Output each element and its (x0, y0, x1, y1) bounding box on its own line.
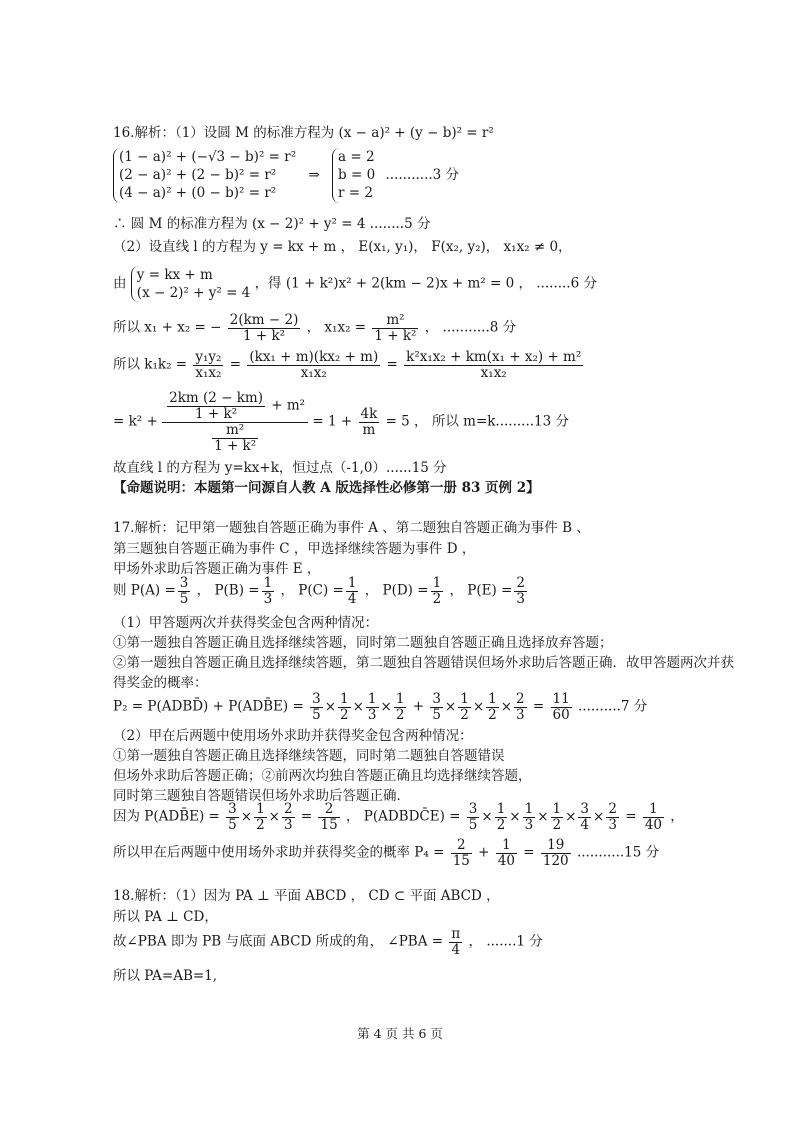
p16-line5-eq1: y = kx + m (136, 267, 213, 283)
p17-line2: 第三题独自答题正确为事件 C ，甲选择继续答题为事件 D ， (113, 541, 476, 557)
p16-line8-frac: $\frac{4k}{m}$ (360, 405, 378, 438)
p17-line12: 但场外求助后答题正确；②前两次均独自答题正确且均选择继续答题， (113, 768, 532, 784)
p16-sys-eq3: (4 − a)² + (0 − b)² = r² (119, 185, 277, 202)
p16-line7-eq1: = (229, 356, 242, 373)
p18-line2: 所以 PA ⊥ CD， (113, 909, 218, 925)
p18-line4: 所以 PA=AB=1, (113, 968, 218, 984)
p16-line6 (113, 313, 516, 344)
p16-note: 【命题说明：本题第一问源自人教 A 版选择性必修第一册 83 页例 2】 (113, 480, 540, 496)
p16-system (113, 148, 459, 203)
p16-sol-b: b = 0 (338, 167, 376, 184)
p16-line5-eq2: (x − 2)² + y² = 4 (136, 285, 251, 302)
p16-line7 (113, 350, 585, 381)
p16-line7-frac2: $\frac{\text{(kx₁ + m)(kx₂ + m)}}{\text{x₁x₂}}$ (249, 349, 379, 381)
p16-sys-score: ...........3 分 (385, 166, 460, 183)
p17-line11: ①第一题独自答题正确且选择继续答题，同时第二题独自答题错误 (113, 748, 505, 764)
p16-sol-r: r = 2 (338, 185, 373, 202)
p18-line3: 故∠PBA 即为 PB 与底面 ABCD 所成的角， ∠PBA = $\frac{\pi}{4}$ ， .......1 分 (113, 926, 543, 958)
p16-line5-post: ，得 (1 + k²)x² + 2(km − 2)x + m² = 0 ， ........6 分 (254, 275, 597, 292)
p16-line8-pre: = k² + (113, 413, 158, 430)
p17-line1: 17.解析：记甲第一题独自答题正确为事件 A 、第二题独自答题正确为事件 B 、 (113, 520, 590, 536)
p16-line5 (113, 266, 597, 302)
p17-line15: 所以甲在后两题中使用场外求助并获得奖金的概率 P₄ = $\frac{2}{15}$ + $\frac{1}{40}$ = $\frac{19}{120}$ ...........15 分 (113, 837, 660, 869)
p17-line3: 甲场外求助后答题正确为事件 E ， (113, 561, 321, 577)
p16-sol-a: a = 2 (338, 149, 375, 165)
p16-line5-pre: 由 (113, 275, 127, 292)
p16-line9: 故直线 l 的方程为 y=kx+k，恒过点（-1,0）......15 分 (113, 460, 447, 476)
p16-system-left (113, 148, 296, 203)
p16-line8-complex-fraction: $\frac{2km (2 - km)}{\text{1 + k²}}$ + m² $\frac{\text{m²}}{\text{1 + k²}}$ (162, 391, 308, 453)
p16-sys-eq2: (2 − a)² + (2 − b)² = r² (119, 167, 277, 184)
p16-sys-eq1: (1 − a)² + (−√3 − b)² = r² (119, 149, 297, 165)
p16-line3: ∴ 圆 M 的标准方程为 (x − 2)² + y² = 4 ........5 分 (113, 216, 431, 232)
p16-line1: 16.解析：（1）设圆 M 的标准方程为 (x − a)² + (y − b)² = r² (113, 125, 494, 141)
p17-line6: ①第一题独自答题正确且选择继续答题，同时第二题独自答题正确且选择放弃答题； (113, 635, 613, 651)
p16-line6-post: ， ...........8 分 (424, 319, 517, 336)
p17-line13: 同时第三题独自答题错误但场外求助后答题正确． (113, 788, 410, 804)
p17-line9: P₂ = P(ADBD̄) + P(ADB̄E) = $\frac{3}{5}$ × $\frac{1}{2}$ × $\frac{1}{3}$ × $\frac{1}{2}$ + $\frac{3}{5}$ × $\frac{1}{2}$ × $\frac{1}{2}$ × $\frac{2}{3}$ = $\frac{11}{60}$ ..........7 分 (113, 691, 648, 723)
p16-line6-frac1: $\frac{2(km - 2)}{\text{1 + k²}}$ (229, 312, 299, 344)
p16-line7-pre: 所以 k₁k₂ = (113, 356, 188, 373)
p17-line7: ②第一题独自答题正确且选择继续答题，第二题独自答题错误但场外求助后答题正确．故甲答题两次并获 (113, 655, 734, 671)
p16-line8 (113, 391, 569, 453)
p16-line8-mid: = 1 + (312, 413, 353, 430)
p17-line8: 得奖金的概率： (113, 675, 208, 691)
p16-arrow: ⇒ (308, 166, 320, 183)
p18-line1: 18.解析：（1）因为 PA ⊥ 平面 ABCD ， CD ⊂ 平面 ABCD ， (113, 888, 500, 904)
p16-line6-mid: ， x₁x₂ = (306, 319, 367, 336)
p16-line8-post: = 5 ， 所以 m=k.........13 分 (385, 413, 570, 430)
p17-line4: 则 P(A) = $\frac{3}{5}$ ， P(B) = $\frac{1}{3}$ ， P(C) = $\frac{1}{4}$ ， P(D) = $\frac{1}{2}$ ， P(E) = $\frac{2}{3}$ (113, 575, 525, 607)
p17-line10: （2）甲在后两题中使用场外求助并获得奖金包含两种情况： (113, 728, 473, 744)
p17-line5: （1）甲答题两次并获得奖金包含两种情况： (113, 615, 379, 631)
page-footer: 第 4 页 共 6 页 (357, 1026, 443, 1041)
p16-system-right (332, 148, 375, 203)
p16-line7-frac3: $\frac{\text{k²x₁x₂ + km(x₁ + x₂) + m²}}{\text{x₁x₂}}$ (406, 349, 582, 381)
p16-line6-pre: 所以 x₁ + x₂ = − (113, 319, 222, 336)
p17-line14: 因为 P(ADB̄E) = $\frac{3}{5}$ × $\frac{1}{2}$ × $\frac{2}{3}$ = $\frac{2}{15}$ ， P(ADBDC̄E) = $\frac{3}{5}$ × $\frac{1}{2}$ × $\frac{1}{3}$ × $\frac{1}{2}$ × $\frac{3}{4}$ × $\frac{2}{3}$ = $\frac{1}{40}$ ， (113, 801, 684, 833)
p16-line5-system (131, 266, 250, 302)
p16-line4: （2）设直线 l 的方程为 y = kx + m ， E(x₁, y₁)， F(x₂, y₂)， x₁x₂ ≠ 0， (113, 239, 572, 255)
p16-line6-frac2: $\frac{\text{m²}}{\text{1 + k²}}$ (374, 312, 417, 344)
p16-line7-eq2: = (386, 356, 398, 373)
p16-line7-frac1: $\frac{\text{y₁y₂}}{\text{x₁x₂}}$ (195, 349, 222, 381)
